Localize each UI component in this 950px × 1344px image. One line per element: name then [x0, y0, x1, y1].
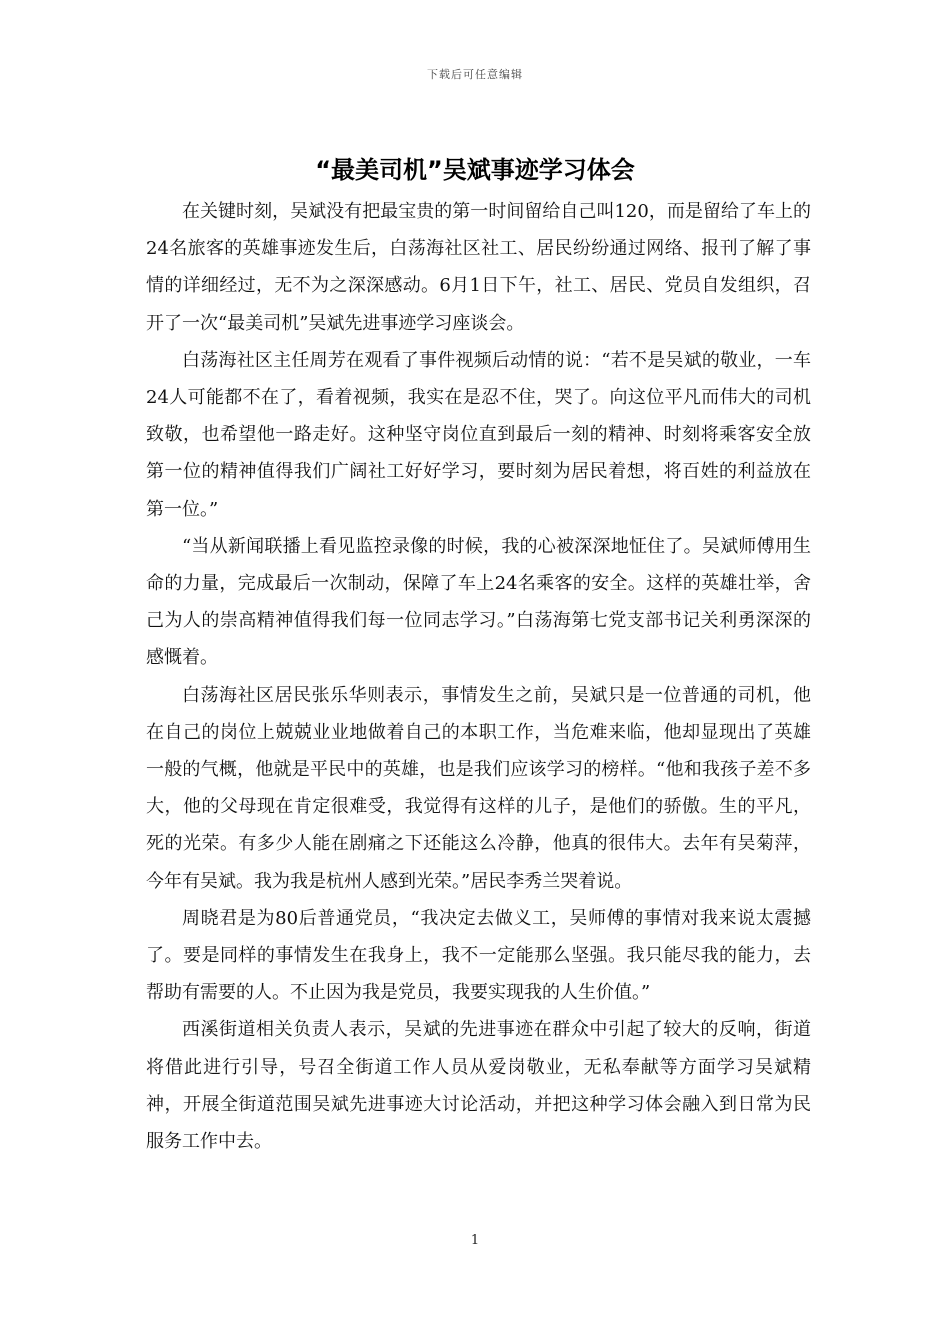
paragraph: “当从新闻联播上看见监控录像的时候，我的心被深深地怔住了。吴斌师傅用生命的力量，完成最后一次制动，保障了车上24名乘客的安全。这样的英雄壮举，舍己为人的崇高精神值得我们每一位同志学习。”白荡海第七党支部书记关利勇深深的感慨着。 [146, 535, 811, 669]
paragraph: 周晓君是为80后普通党员，“我决定去做义工，吴师傅的事情对我来说太震撼了。要是同样的事情发生在我身上，我不一定能那么坚强。我只能尽我的能力，去帮助有需要的人。不止因为我是党员，我要实现我的人生价值。” [146, 907, 811, 1004]
document-title: “最美司机”吴斌事迹学习体会 [315, 156, 635, 184]
paragraph: 西溪街道相关负责人表示，吴斌的先进事迹在群众中引起了较大的反响，街道将借此进行引导，号召全街道工作人员从爱岗敬业，无私奉献等方面学习吴斌精神，开展全街道范围吴斌先进事迹大讨论活动，并把这种学习体会融入到日常为民服务工作中去。 [146, 1019, 811, 1153]
page-number: 1 [470, 1233, 480, 1248]
paragraph: 在关键时刻，吴斌没有把最宝贵的第一时间留给自己叫120，而是留给了车上的24名旅客的英雄事迹发生后，白荡海社区社工、居民纷纷通过网络、报刊了解了事情的详细经过，无不为之深深感动。6月1日下午，社工、居民、党员自发组织，召开了一次“最美司机”吴斌先进事迹学习座谈会。 [146, 201, 811, 334]
paragraph: 白荡海社区主任周芳在观看了事件视频后动情的说：“若不是吴斌的敬业，一车24人可能都不在了，看着视频，我实在是忍不住，哭了。向这位平凡而伟大的司机致敬，也希望他一路走好。这种坚守岗位直到最后一刻的精神、时刻将乘客安全放第一位的精神值得我们广阔社工好好学习，要时刻为居民着想，将百姓的利益放在第一位。” [146, 349, 811, 520]
paragraph: 白荡海社区居民张乐华则表示，事情发生之前，吴斌只是一位普通的司机，他在自己的岗位上兢兢业业地做着自己的本职工作，当危难来临，他却显现出了英雄一般的气概，他就是平民中的英雄，也是我们应该学习的榜样。“他和我孩子差不多大，他的父母现在肯定很难受，我觉得有这样的儿子，是他们的骄傲。生的平凡，死的光荣。有多少人能在剧痛之下还能这么冷静，他真的很伟大。去年有吴菊萍，今年有吴斌。我为我是杭州人感到光荣。”居民李秀兰哭着说。 [146, 684, 811, 892]
page-header-note: 下载后可任意编辑 [427, 68, 523, 81]
document-body [146, 193, 811, 1160]
